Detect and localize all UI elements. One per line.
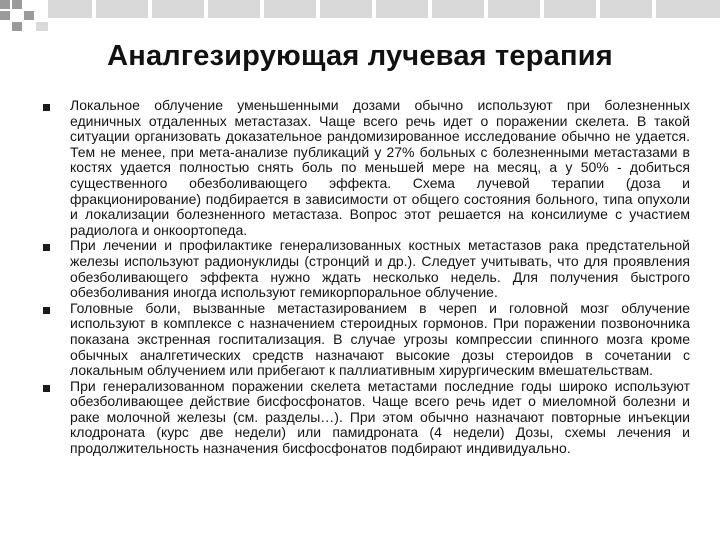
- bullet-text: При генерализованном поражении скелета метастами последние годы широко используют обезболивающее действие бисфосфонатов. Чаще всего речь идет о миеломной болезни и раке молочной железы (см. разделы…). При этом обычно назначают повторные инъекции клодроната (курс две недели) или памидроната (4 недели) Дозы, схемы лечения и продолжительность назначения бисфосфонатов подбирают индивидуально.: [70, 377, 690, 457]
- bullet-item: [40, 379, 690, 457]
- bullet-text: Головные боли, вызванные метастазированием в череп и головной мозг облучение используют в комплексе с назначением стероидных гормонов. При поражении позвоночника показана экстренная госпитализация. В случае угрозы компрессии спинного мозга кроме обычных аналгетических средств назначают высокие дозы стероидов в сочетании с локальным облучением или прибегают к паллиативным хирургическим вмешательствам.: [70, 299, 690, 379]
- square-bullet-icon: [43, 104, 50, 111]
- square-bullet-icon: [43, 307, 50, 314]
- bullet-item: [40, 301, 690, 379]
- bullet-item: [40, 98, 690, 238]
- square-bullet-icon: [43, 385, 50, 392]
- bullet-item: [40, 238, 690, 300]
- corner-decoration: [0, 0, 720, 40]
- square-bullet-icon: [43, 244, 50, 251]
- bullet-list: [40, 98, 690, 457]
- slide-title: Аналгезирующая лучевая терапия: [107, 40, 613, 72]
- bullet-text: Локальное облучение уменьшенными дозами обычно используют при болезненных единичных отдаленных метастазах. Чаще всего речь идет о поражении скелета. В такой ситуации организовать доказательное рандомизированное исследование обычно не удается. Тем не менее, при мета-анализе публикаций у 27% больных с болезненными метастазами в костях удается полностью снять боль по меньшей мере на месяц, а у 50% - добиться существенного обезболивающего эффекта. Схема лучевой терапии (доза и фракционирование) подбирается в зависимости от общего состояния больного, типа опухоли и локализации болезненного метастаза. Вопрос этот решается на консилиуме с участием радиолога и онкоортопеда.: [70, 97, 690, 238]
- bullet-text: При лечении и профилактике генерализованных костных метастазов рака предстательной железы используют радионуклиды (стронций и др.). Следует учитывать, что для проявления обезболивающего эффекта нужно ждать несколько недель. Для получения быстрого обезболивания иногда используют гемикорпоральное облучение.: [70, 237, 690, 301]
